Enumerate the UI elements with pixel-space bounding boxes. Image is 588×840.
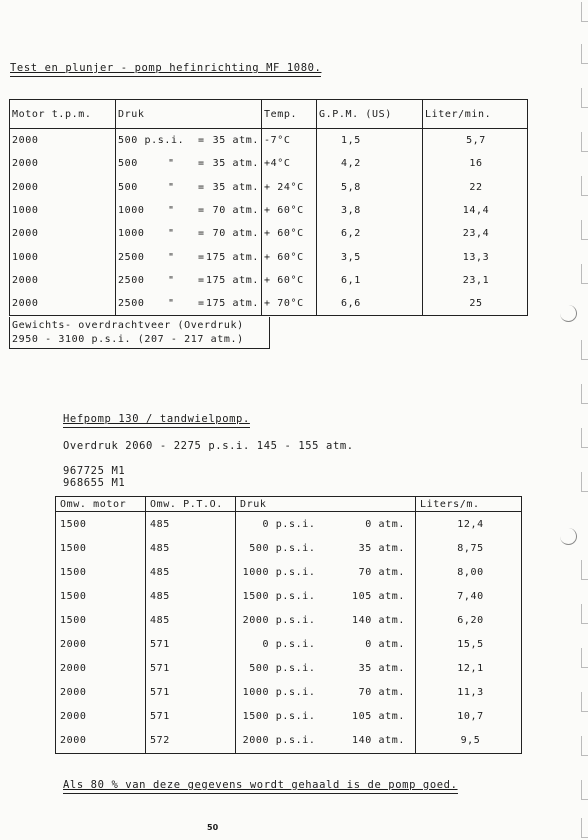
cell-druk-atm: 0 atm. bbox=[326, 512, 416, 537]
punch-hole bbox=[560, 305, 577, 322]
cell-omw-motor: 2000 bbox=[56, 729, 146, 754]
cell-omw-motor: 2000 bbox=[56, 705, 146, 729]
cell-druk-psi: 2000 p.s.i. bbox=[236, 729, 326, 754]
equals-sign: = bbox=[198, 158, 205, 170]
druk-atm: 35 atm. bbox=[212, 158, 259, 170]
table-row bbox=[56, 729, 522, 754]
margin-mark bbox=[581, 604, 588, 624]
equals-sign: = bbox=[198, 205, 205, 217]
cell-omw-motor: 1500 bbox=[56, 584, 146, 608]
margin-mark bbox=[581, 384, 588, 404]
cell-druk-psi: 500 p.s.i. bbox=[236, 657, 326, 681]
druk-psi: 1000 bbox=[118, 228, 145, 240]
cell-druk-psi: 500 p.s.i. bbox=[236, 536, 326, 560]
table-row bbox=[56, 705, 522, 729]
cell-liter-min: 16 bbox=[423, 152, 528, 175]
druk-atm: 70 atm. bbox=[212, 205, 259, 217]
cell-gpm: 6,6 bbox=[317, 292, 423, 316]
header-motor: Motor t.p.m. bbox=[10, 100, 116, 129]
cell-liters: 6,20 bbox=[416, 608, 522, 632]
margin-mark bbox=[581, 88, 588, 108]
part-number-1: 967725 M1 bbox=[63, 465, 126, 477]
druk-psi: 500 bbox=[118, 158, 138, 170]
druk-psi: 2500 bbox=[118, 274, 145, 286]
header-liter-min: Liter/min. bbox=[423, 100, 528, 129]
cell-omw-motor: 2000 bbox=[56, 657, 146, 681]
cell-liters: 7,40 bbox=[416, 584, 522, 608]
pump-test-table bbox=[9, 99, 528, 316]
section2-title: Hefpomp 130 / tandwielpomp. bbox=[63, 413, 250, 428]
table-row bbox=[10, 199, 528, 222]
cell-temp: + 70°C bbox=[262, 292, 317, 316]
margin-mark bbox=[581, 132, 588, 152]
margin-mark bbox=[581, 560, 588, 580]
druk-atm: 175 atm. bbox=[206, 251, 259, 263]
header-gpm: G.P.M. (US) bbox=[317, 100, 423, 129]
cell-druk-psi: 0 p.s.i. bbox=[236, 512, 326, 537]
druk-atm: 35 atm. bbox=[212, 181, 259, 193]
margin-mark bbox=[581, 44, 588, 64]
cell-druk-atm: 105 atm. bbox=[326, 705, 416, 729]
druk-atm: 35 atm. bbox=[212, 135, 259, 147]
cell-motor: 2000 bbox=[10, 269, 116, 292]
table-row bbox=[56, 608, 522, 632]
cell-druk bbox=[116, 129, 262, 153]
cell-omw-motor: 1500 bbox=[56, 512, 146, 537]
cell-liters: 15,5 bbox=[416, 632, 522, 656]
gear-pump-table bbox=[55, 496, 522, 754]
ditto-mark: " bbox=[168, 158, 175, 170]
cell-temp: + 24°C bbox=[262, 176, 317, 199]
cell-omw-pto: 485 bbox=[146, 584, 236, 608]
table-row bbox=[10, 245, 528, 268]
equals-sign: = bbox=[198, 228, 205, 240]
cell-temp: +4°C bbox=[262, 152, 317, 175]
table-row bbox=[56, 657, 522, 681]
druk-psi: 2500 bbox=[118, 298, 145, 310]
table-header-row bbox=[10, 100, 528, 129]
cell-omw-pto: 571 bbox=[146, 632, 236, 656]
table-row bbox=[10, 152, 528, 175]
table-row bbox=[10, 222, 528, 245]
druk-psi: 500 p.s.i. bbox=[118, 135, 185, 147]
margin-mark bbox=[581, 340, 588, 360]
cell-druk-atm: 70 atm. bbox=[326, 560, 416, 584]
cell-motor: 1000 bbox=[10, 199, 116, 222]
ditto-mark: " bbox=[168, 181, 175, 193]
header-omw-pto: Omw. P.T.O. bbox=[146, 497, 236, 512]
druk-atm: 70 atm. bbox=[212, 228, 259, 240]
cell-omw-pto: 571 bbox=[146, 657, 236, 681]
cell-liter-min: 22 bbox=[423, 176, 528, 199]
druk-psi: 2500 bbox=[118, 251, 145, 263]
cell-omw-pto: 571 bbox=[146, 705, 236, 729]
note-line1: Gewichts- overdrachtveer (Overdruk) bbox=[12, 320, 244, 331]
druk-atm: 175 atm. bbox=[206, 274, 259, 286]
cell-omw-motor: 1500 bbox=[56, 560, 146, 584]
cell-omw-motor: 2000 bbox=[56, 681, 146, 705]
overdruk-line: Overdruk 2060 - 2275 p.s.i. 145 - 155 atm. bbox=[63, 440, 354, 452]
cell-druk-psi: 1000 p.s.i. bbox=[236, 681, 326, 705]
table-row bbox=[56, 560, 522, 584]
cell-gpm: 3,8 bbox=[317, 199, 423, 222]
equals-sign: = bbox=[198, 135, 205, 147]
ditto-mark: " bbox=[168, 205, 175, 217]
cell-druk bbox=[116, 222, 262, 245]
table-row bbox=[56, 512, 522, 537]
cell-liters: 10,7 bbox=[416, 705, 522, 729]
punch-hole bbox=[560, 528, 577, 545]
cell-druk-psi: 1500 p.s.i. bbox=[236, 705, 326, 729]
cell-omw-pto: 571 bbox=[146, 681, 236, 705]
cell-gpm: 3,5 bbox=[317, 245, 423, 268]
ditto-mark: " bbox=[168, 251, 175, 263]
cell-motor: 1000 bbox=[10, 245, 116, 268]
header-druk: Druk bbox=[236, 497, 416, 512]
cell-motor: 2000 bbox=[10, 129, 116, 153]
table-header-row bbox=[56, 497, 522, 512]
cell-motor: 2000 bbox=[10, 222, 116, 245]
equals-sign: = bbox=[198, 181, 205, 193]
margin-mark bbox=[581, 818, 588, 838]
cell-omw-motor: 1500 bbox=[56, 536, 146, 560]
cell-temp: + 60°C bbox=[262, 269, 317, 292]
header-omw-motor: Omw. motor bbox=[56, 497, 146, 512]
page-number: 50 bbox=[207, 823, 219, 832]
header-druk: Druk bbox=[116, 100, 262, 129]
margin-mark bbox=[581, 220, 588, 240]
cell-druk-atm: 35 atm. bbox=[326, 657, 416, 681]
overdruk-note-box bbox=[9, 317, 270, 349]
part-number-2: 968655 M1 bbox=[63, 477, 126, 489]
cell-druk-atm: 140 atm. bbox=[326, 608, 416, 632]
cell-druk bbox=[116, 152, 262, 175]
margin-mark bbox=[581, 428, 588, 448]
equals-sign: = bbox=[198, 251, 205, 263]
cell-druk-atm: 0 atm. bbox=[326, 632, 416, 656]
cell-motor: 2000 bbox=[10, 176, 116, 199]
cell-motor: 2000 bbox=[10, 152, 116, 175]
section1-title: Test en plunjer - pomp hefinrichting MF 1080. bbox=[10, 62, 321, 77]
cell-druk-psi: 1500 p.s.i. bbox=[236, 584, 326, 608]
margin-mark bbox=[581, 2, 588, 22]
margin-mark bbox=[581, 736, 588, 756]
cell-druk bbox=[116, 176, 262, 199]
cell-omw-pto: 572 bbox=[146, 729, 236, 754]
equals-sign: = bbox=[198, 274, 205, 286]
margin-mark bbox=[581, 648, 588, 668]
cell-liters: 12,4 bbox=[416, 512, 522, 537]
cell-liters: 8,75 bbox=[416, 536, 522, 560]
cell-liter-min: 23,1 bbox=[423, 269, 528, 292]
cell-liters: 8,00 bbox=[416, 560, 522, 584]
margin-mark bbox=[581, 176, 588, 196]
cell-temp: -7°C bbox=[262, 129, 317, 153]
cell-druk-atm: 105 atm. bbox=[326, 584, 416, 608]
cell-motor: 2000 bbox=[10, 292, 116, 316]
cell-druk-psi: 2000 p.s.i. bbox=[236, 608, 326, 632]
cell-liter-min: 13,3 bbox=[423, 245, 528, 268]
cell-gpm: 1,5 bbox=[317, 129, 423, 153]
margin-mark bbox=[581, 780, 588, 800]
cell-druk bbox=[116, 292, 262, 316]
cell-druk-atm: 140 atm. bbox=[326, 729, 416, 754]
druk-psi: 500 bbox=[118, 181, 138, 193]
cell-omw-pto: 485 bbox=[146, 560, 236, 584]
cell-omw-pto: 485 bbox=[146, 608, 236, 632]
cell-druk bbox=[116, 269, 262, 292]
cell-druk bbox=[116, 199, 262, 222]
cell-omw-motor: 2000 bbox=[56, 632, 146, 656]
note-line2: 2950 - 3100 p.s.i. (207 - 217 atm.) bbox=[12, 334, 244, 345]
table-row bbox=[56, 632, 522, 656]
cell-temp: + 60°C bbox=[262, 222, 317, 245]
cell-liter-min: 23,4 bbox=[423, 222, 528, 245]
cell-druk-psi: 1000 p.s.i. bbox=[236, 560, 326, 584]
table-row bbox=[56, 536, 522, 560]
equals-sign: = bbox=[198, 298, 205, 310]
cell-druk-atm: 35 atm. bbox=[326, 536, 416, 560]
table-row bbox=[10, 292, 528, 316]
cell-liter-min: 14,4 bbox=[423, 199, 528, 222]
table-row bbox=[10, 129, 528, 153]
ditto-mark: " bbox=[168, 274, 175, 286]
table-row bbox=[10, 176, 528, 199]
cell-omw-pto: 485 bbox=[146, 512, 236, 537]
table-row bbox=[56, 584, 522, 608]
header-temp: Temp. bbox=[262, 100, 317, 129]
druk-atm: 175 atm. bbox=[206, 298, 259, 310]
cell-gpm: 6,1 bbox=[317, 269, 423, 292]
table-row bbox=[56, 681, 522, 705]
cell-druk-psi: 0 p.s.i. bbox=[236, 632, 326, 656]
cell-druk-atm: 70 atm. bbox=[326, 681, 416, 705]
cell-gpm: 5,8 bbox=[317, 176, 423, 199]
margin-mark bbox=[581, 472, 588, 492]
header-liters: Liters/m. bbox=[416, 497, 522, 512]
footer-note: Als 80 % van deze gegevens wordt gehaald is de pomp goed. bbox=[63, 779, 458, 794]
cell-liters: 11,3 bbox=[416, 681, 522, 705]
ditto-mark: " bbox=[168, 228, 175, 240]
cell-liters: 9,5 bbox=[416, 729, 522, 754]
cell-temp: + 60°C bbox=[262, 199, 317, 222]
margin-mark bbox=[581, 692, 588, 712]
cell-liter-min: 5,7 bbox=[423, 129, 528, 153]
cell-liter-min: 25 bbox=[423, 292, 528, 316]
druk-psi: 1000 bbox=[118, 205, 145, 217]
cell-omw-motor: 1500 bbox=[56, 608, 146, 632]
cell-omw-pto: 485 bbox=[146, 536, 236, 560]
cell-druk bbox=[116, 245, 262, 268]
table-row bbox=[10, 269, 528, 292]
cell-gpm: 4,2 bbox=[317, 152, 423, 175]
cell-liters: 12,1 bbox=[416, 657, 522, 681]
ditto-mark: " bbox=[168, 298, 175, 310]
cell-gpm: 6,2 bbox=[317, 222, 423, 245]
margin-mark bbox=[581, 264, 588, 284]
cell-temp: + 60°C bbox=[262, 245, 317, 268]
